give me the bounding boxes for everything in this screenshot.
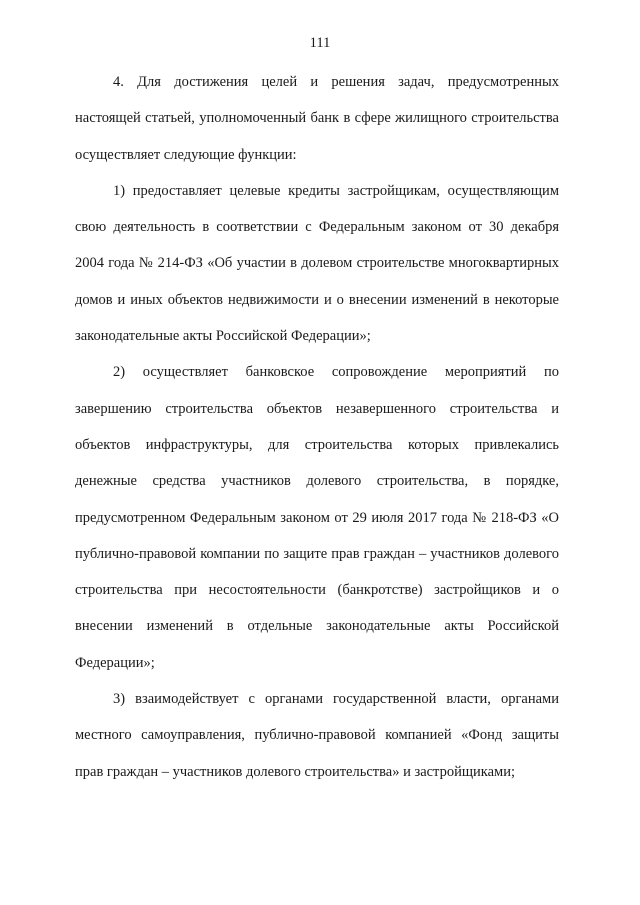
document-body bbox=[75, 64, 559, 790]
paragraph-item-1: 1) предоставляет целевые кредиты застройщикам, осуществляющим свою деятельность в соответствии с Федеральным законом от 30 декабря 2004 года № 214-ФЗ «Об участии в долевом строительстве многоквартирных домов и иных объектов недвижимости и о внесении изменений в некоторые законодательные акты Российской Федерации»; bbox=[75, 182, 559, 345]
paragraph-item-2: 2) осуществляет банковское сопровождение мероприятий по завершению строительства объектов незавершенного строительства и объектов инфраструктуры, для строительства которых привлекались денежные средства участников долевого строительства, в порядке, предусмотренном Федеральным законом от 29 июля 2017 года № 218-ФЗ «О публично-правовой компании по защите прав граждан – участников долевого строительства при несостоятельности (банкротстве) застройщиков и о внесении изменений в отдельные законодательные акты Российской Федерации»; bbox=[75, 364, 559, 671]
paragraph-clause-4: 4. Для достижения целей и решения задач, предусмотренных настоящей статьей, уполномоченный банк в сфере жилищного строительства осуществляет следующие функции: bbox=[75, 74, 559, 163]
page-number: 111 bbox=[309, 35, 331, 51]
paragraph-item-3: 3) взаимодействует с органами государственной власти, органами местного самоуправления, публично-правовой компанией «Фонд защиты прав граждан – участников долевого строительства» и застройщиками; bbox=[75, 691, 559, 780]
